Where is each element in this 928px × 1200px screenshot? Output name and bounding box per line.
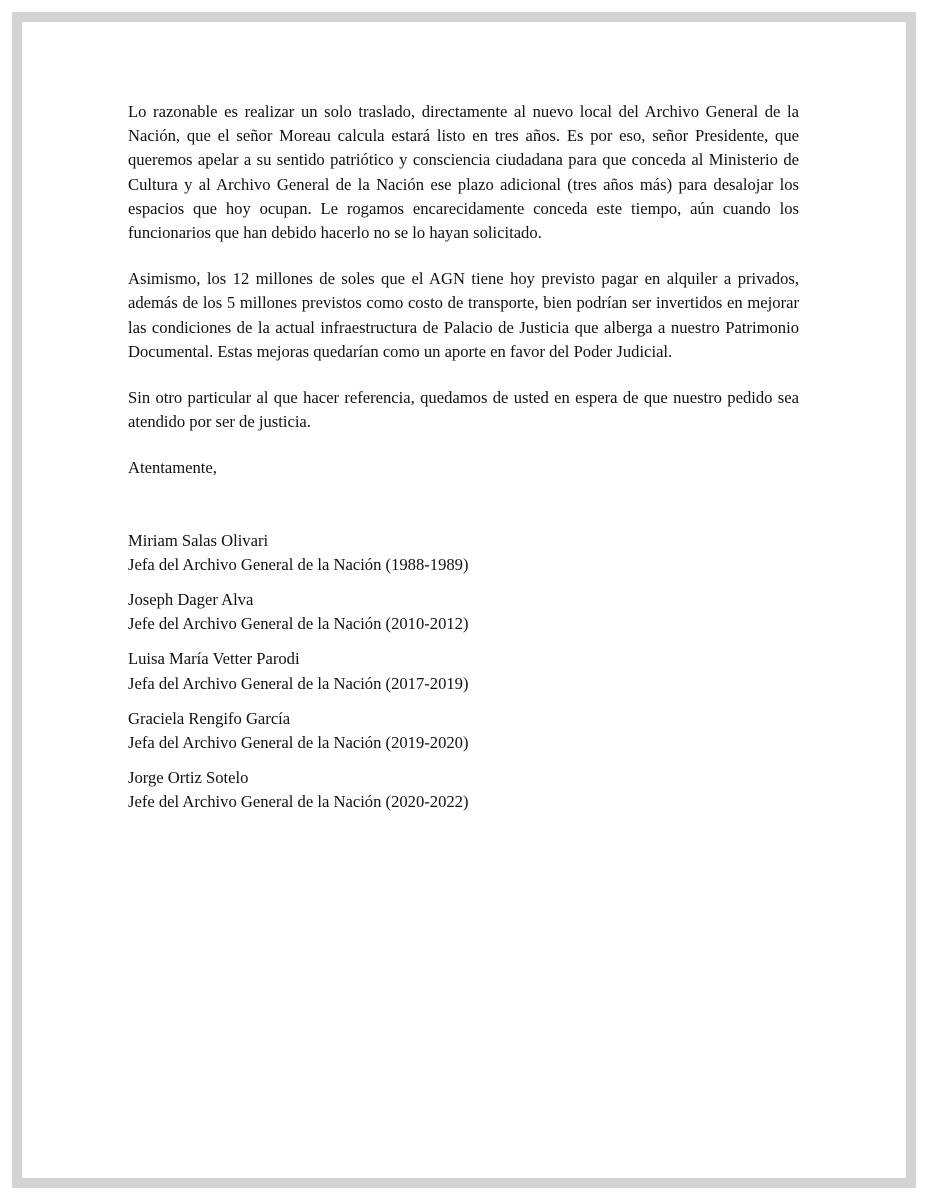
closing-salutation: Atentamente, (128, 458, 217, 478)
signatory-name: Joseph Dager Alva (128, 590, 254, 610)
signatory-title: Jefa del Archivo General de la Nación (1988-1989) (128, 554, 469, 574)
paragraph-request: Sin otro particular al que hacer referencia, quedamos de usted en espera de que nuestro pedido sea atendido por ser de justicia. (128, 388, 799, 432)
paragraph-relocation: Lo razonable es realizar un solo traslado, directamente al nuevo local del Archivo General de la Nación, que el señor Moreau calcula estará listo en tres años. Es por eso, señor Presidente, que queremos apelar a su sentido patriótico y consciencia ciudadana para que conceda al Ministerio de Cultura y al Archivo General de la Nación ese plazo adicional (tres años más) para desalojar los espacios que hoy ocupan. Le rogamos encarecidamente conceda este tiempo, aún cuando los funcionarios que han debido hacerlo no se lo hayan solicitado. (128, 102, 799, 243)
signatory-name: Jorge Ortiz Sotelo (128, 768, 249, 788)
signatory-name: Miriam Salas Olivari (128, 530, 269, 550)
letter-body (128, 100, 799, 826)
signatory-name: Luisa María Vetter Parodi (128, 649, 300, 669)
signatory-title: Jefa del Archivo General de la Nación (2017-2019) (128, 673, 469, 693)
paragraph-budget: Asimismo, los 12 millones de soles que el AGN tiene hoy previsto pagar en alquiler a privados, además de los 5 millones previstos como costo de transporte, bien podrían ser invertidos en mejorar las condiciones de la actual infraestructura de Palacio de Justicia que alberga a nuestro Patrimonio Documental. Estas mejoras quedarían como un aporte en favor del Poder Judicial. (128, 269, 799, 361)
signatory-block (128, 707, 799, 755)
signatory-block (128, 647, 799, 695)
signatory-title: Jefe del Archivo General de la Nación (2020-2022) (128, 792, 469, 812)
signatory-title: Jefe del Archivo General de la Nación (2010-2012) (128, 614, 469, 634)
signatory-block (128, 766, 799, 814)
signatory-title: Jefa del Archivo General de la Nación (2019-2020) (128, 733, 469, 753)
signatory-block (128, 588, 799, 636)
signatory-block (128, 529, 799, 577)
signatory-name: Graciela Rengifo García (128, 708, 291, 728)
